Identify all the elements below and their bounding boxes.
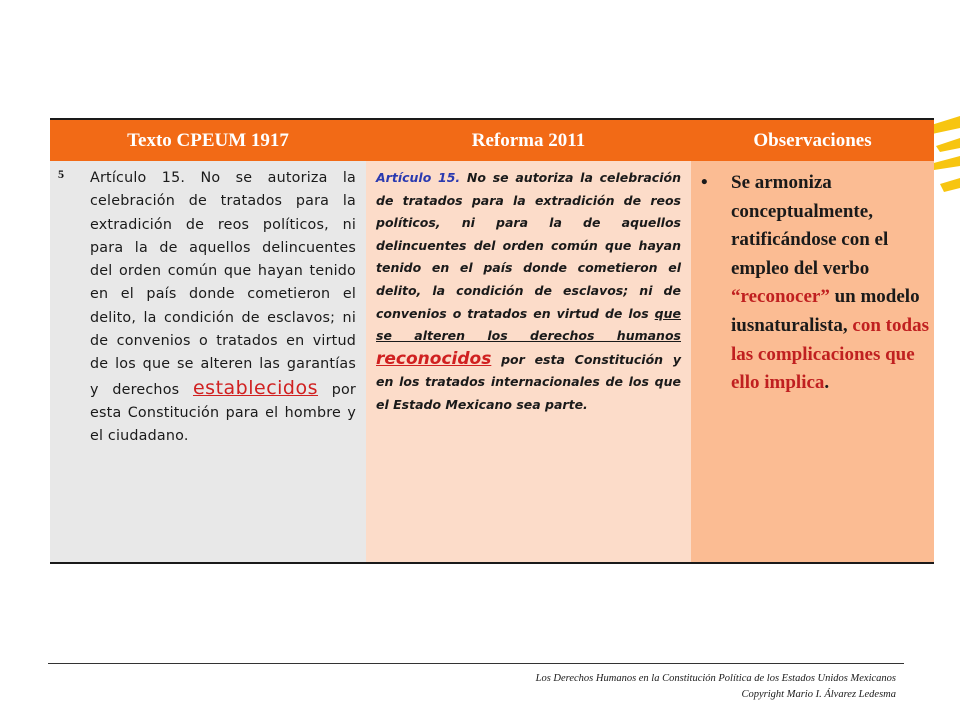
cell-original-text — [50, 161, 366, 562]
header-observaciones: Observaciones — [753, 130, 872, 151]
cell-reform-text — [366, 161, 691, 562]
observation-text-before: Se armoniza conceptualmente, ratificándose con el empleo del verbo — [731, 172, 889, 279]
footer-copyright: Copyright Mario I. Álvarez Ledesma — [741, 689, 896, 700]
article-15-1917-text-before: Artículo 15. No se autoriza la celebración de tratados para la extradición de reos políticos, ni para la de aquellos delincuentes del orden común que hayan tenido en el país donde cometieron el delito, la condición de esclavos; ni de convenios o tratados en virtud de los que se alteren las garantías y derechos — [90, 170, 356, 398]
header-texto-cpeum-1917: Texto CPEUM 1917 — [127, 130, 289, 151]
table-header — [50, 118, 934, 161]
observation-item — [701, 169, 929, 398]
footer-title: Los Derechos Humanos en la Constitución Política de los Estados Unidos Mexicanos — [535, 673, 896, 684]
observation-text-end: . — [824, 372, 830, 394]
article-15-1917-text — [90, 167, 356, 449]
quoted-verb: “reconocer” — [731, 286, 830, 308]
observation-red-text: con todas las complicaciones que ello implica — [731, 314, 929, 394]
observation-text-middle: un modelo iusnaturalista, — [731, 286, 920, 336]
cell-observations — [691, 161, 934, 562]
table-bottom-rule — [50, 562, 934, 564]
comparison-table — [50, 118, 934, 564]
underlined-phrase: que se alteren los derechos humanos — [376, 305, 681, 344]
article-15-2011-text — [376, 167, 681, 417]
keyword-reconocidos: reconocidos — [376, 348, 492, 369]
footer-divider — [48, 663, 904, 664]
article-15-lead: Artículo 15. — [376, 170, 461, 185]
row-number: 5 — [58, 167, 64, 181]
article-15-2011-text-after: por esta Constitución y en los tratados internacionales de los que el Estado Mexicano sea parte. — [376, 351, 681, 412]
article-15-1917-text-after: por esta Constitución para el hombre y el ciudadano. — [90, 381, 356, 445]
keyword-establecidos: establecidos — [192, 376, 319, 399]
article-15-2011-text-before: No se autoriza la celebración de tratados para la extradición de reos políticos, ni para la de aquellos delincuentes del orden común que hayan tenido en el país donde cometieron el delito, la condición de esclavos; ni de convenios o tratados en virtud de los — [376, 170, 681, 321]
observation-text — [731, 169, 929, 398]
bullet-icon: • — [701, 172, 708, 193]
header-reforma-2011: Reforma 2011 — [471, 130, 586, 151]
